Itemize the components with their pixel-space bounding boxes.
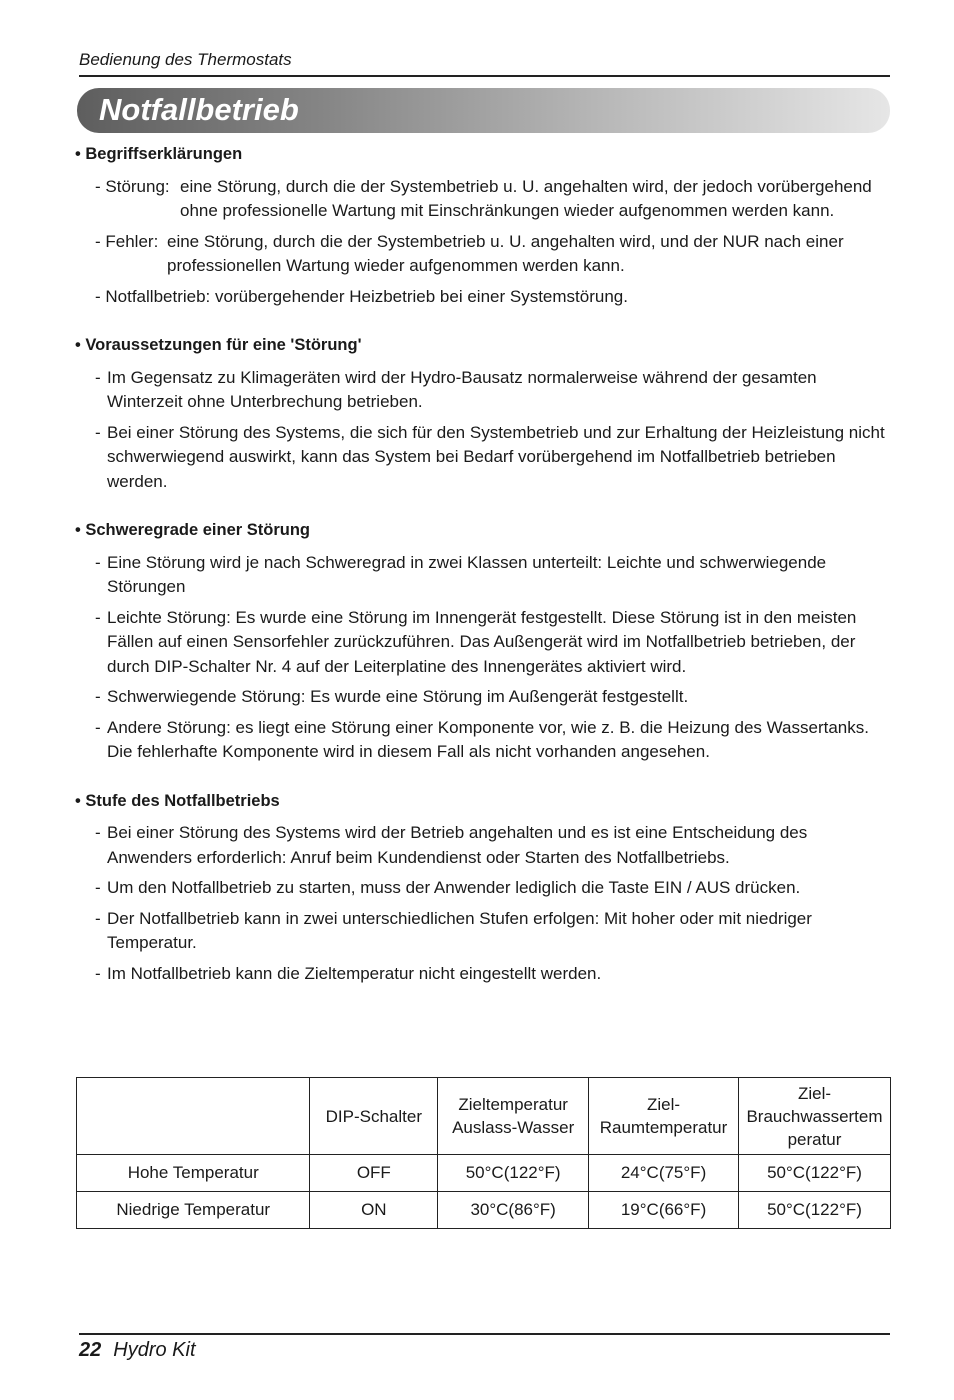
table-header-row [77,1078,891,1155]
section-title: • Voraussetzungen für eine 'Störung' [75,336,362,354]
section-levels [75,789,890,987]
table-header-cell: Zieltemperatur Auslass-Wasser [438,1078,589,1155]
item-text: Bei einer Störung des Systems wird der Betrieb angehalten und es ist eine Entscheidung des Anwenders erforderlich: Anruf beim Kundendienst oder Starten des Notfallbetriebs. [107,823,808,867]
banner-title: Notfallbetrieb [99,92,299,127]
list-item: - Schwerwiegende Störung: Es wurde eine Störung im Außengerät festgestellt. [95,687,689,706]
header-title: Bedienung des Thermostats [79,50,292,69]
item-text: Im Notfallbetrieb kann die Zieltemperatur nicht eingestellt werden. [107,963,602,983]
term-text: eine Störung, durch die der Systembetrieb u. U. angehalten wird, und der NUR nach einer professionellen Wartung wieder aufgenommen werden kann. [167,231,844,275]
page-footer [79,1333,890,1362]
table-cell: ON [310,1192,438,1229]
term-label: - Notfallbetrieb: [95,286,211,306]
table-cell: Hohe Temperatur [77,1155,310,1192]
section-definitions [75,142,890,309]
list-item: - Um den Notfallbetrieb zu starten, muss der Anwender lediglich die Taste EIN / AUS drücken. [95,878,801,897]
item-text: Der Notfallbetrieb kann in zwei unterschiedlichen Stufen erfolgen: Mit hoher oder mit niedriger Temperatur. [107,908,812,952]
section-title: • Stufe des Notfallbetriebs [75,791,280,810]
list-item: - Im Gegensatz zu Klimageräten wird der Hydro-Bausatz normalerweise während der gesamten Winterzeit ohne Unterbrechung betrieben. [95,367,817,411]
table-header-cell: Ziel- Brauchwassertem peratur [739,1078,891,1155]
item-text: Bei einer Störung des Systems, die sich für den Systembetrieb und zur Erhaltung der Heizleistung nicht schwerwiegend auswirkt, kann das System bei Bedarf vorübergehend im Notfallbetrieb betrieben werden. [107,422,885,491]
table-header-cell: Ziel- Raumtemperatur [589,1078,739,1155]
list-item: - Andere Störung: es liegt eine Störung einer Komponente vor, wie z. B. die Heizung des Wassertanks. Die fehlerhafte Komponente wird in diesem Fall als nicht vorhanden angesehen. [95,717,869,761]
section-title: • Schweregrade einer Störung [75,521,311,539]
term-text: vorübergehender Heizbetrieb bei einer Systemstörung. [215,286,628,306]
table-cell: 50°C(122°F) [438,1155,589,1192]
temperature-table [76,1077,891,1229]
item-text: Schwerwiegende Störung: Es wurde eine Störung im Außengerät festgestellt. [107,687,689,706]
table-row [77,1192,891,1229]
table-cell: 19°C(66°F) [589,1192,739,1229]
item-text: Eine Störung wird je nach Schweregrad in zwei Klassen unterteilt: Leichte und schwerwiegende Störungen [107,552,827,596]
table-cell: 30°C(86°F) [438,1192,589,1229]
table-cell: OFF [310,1155,438,1192]
section-banner [77,88,890,133]
product-name: Hydro Kit [113,1339,196,1361]
list-item [75,285,890,310]
item-text: Andere Störung: es liegt eine Störung einer Komponente vor, wie z. B. die Heizung des Wassertanks. Die fehlerhafte Komponente wird in diesem Fall als nicht vorhanden angesehen. [107,717,869,761]
main-content [75,142,890,1010]
table-cell: 24°C(75°F) [589,1155,739,1192]
term-label: - Störung: [95,176,170,196]
section-severity [75,518,890,765]
table-header-cell: DIP-Schalter [310,1078,438,1155]
list-item: - Leichte Störung: Es wurde eine Störung im Innengerät festgestellt. Diese Störung ist in den meisten Fällen auf einen Sensorfehler zurückzuführen. Das Außengerät wird im Notfallbetrieb betrieben, der durch DIP-Schalter Nr. 4 auf der Leiterplatine des Innengerätes aktiviert wird. [95,607,857,676]
table-cell: 50°C(122°F) [739,1155,891,1192]
list-item: - Bei einer Störung des Systems wird der Betrieb angehalten und es ist eine Entscheidung des Anwenders erforderlich: Anruf beim Kundendienst oder Starten des Notfallbetriebs. [95,823,808,867]
list-item: - Der Notfallbetrieb kann in zwei unterschiedlichen Stufen erfolgen: Mit hoher oder mit niedriger Temperatur. [95,908,812,952]
section-title: • Begriffserklärungen [75,145,243,163]
list-item [75,230,890,279]
item-text: Leichte Störung: Es wurde eine Störung im Innengerät festgestellt. Diese Störung ist in den meisten Fällen auf einen Sensorfehler zurückzuführen. Das Außengerät wird im Notfallbetrieb betrieben, der durch DIP-Schalter Nr. 4 auf der Leiterplatine des Innengerätes aktiviert wird. [107,607,857,676]
page-header [79,49,890,77]
item-text: Im Gegensatz zu Klimageräten wird der Hydro-Bausatz normalerweise während der gesamten Winterzeit ohne Unterbrechung betrieben. [107,367,817,411]
table-header-cell [77,1078,310,1155]
table-cell: 50°C(122°F) [739,1192,891,1229]
list-item [75,175,890,224]
list-item: - Bei einer Störung des Systems, die sich für den Systembetrieb und zur Erhaltung der Heizleistung nicht schwerwiegend auswirkt, kann das System bei Bedarf vorübergehend im Notfallbetrieb betrieben werden. [95,422,885,491]
page-number: 22 [79,1339,102,1361]
list-item: - Eine Störung wird je nach Schweregrad in zwei Klassen unterteilt: Leichte und schwerwiegende Störungen [95,552,827,596]
term-text: eine Störung, durch die der Systembetrieb u. U. angehalten wird, der jedoch vorübergehend ohne professionelle Wartung mit Einschränkungen wieder aufgenommen werden kann. [180,176,872,220]
section-conditions [75,333,890,494]
list-item: - Im Notfallbetrieb kann die Zieltemperatur nicht eingestellt werden. [95,963,602,983]
item-text: Um den Notfallbetrieb zu starten, muss der Anwender lediglich die Taste EIN / AUS drücken. [107,878,801,897]
term-label: - Fehler: [95,231,159,251]
table-row [77,1155,891,1192]
table-cell: Niedrige Temperatur [77,1192,310,1229]
